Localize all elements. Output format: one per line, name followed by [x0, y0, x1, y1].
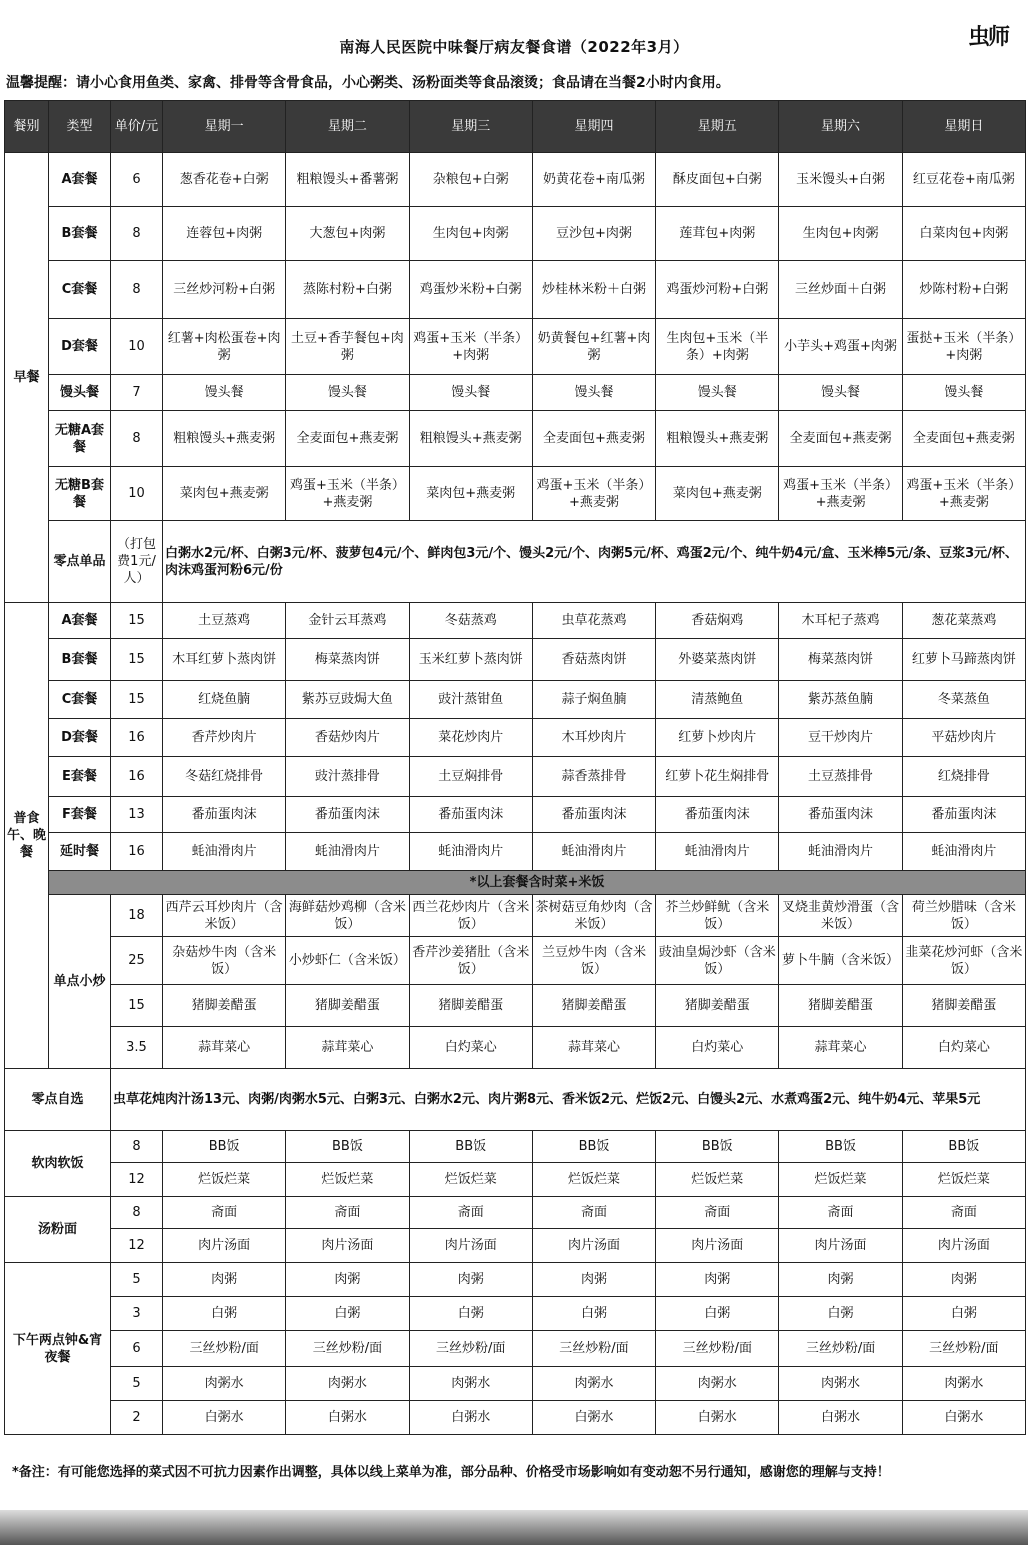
menu-item: 酥皮面包+白粥	[656, 153, 779, 207]
table-row	[5, 639, 1026, 681]
menu-item: 白粥	[163, 1297, 286, 1331]
col-day: 星期六	[779, 101, 902, 153]
table-row	[5, 833, 1026, 871]
menu-item: 紫苏蒸鱼腩	[779, 681, 902, 719]
set-price: 6	[111, 1331, 163, 1367]
menu-item: 冬菇红烧排骨	[163, 757, 286, 797]
snack-select-label: 零点自选	[5, 1069, 111, 1131]
menu-item: 白粥	[286, 1297, 409, 1331]
menu-item: 肉片汤面	[409, 1229, 532, 1263]
set-price: 3.5	[111, 1027, 163, 1069]
table-row	[5, 895, 1026, 937]
menu-item: 馒头餐	[779, 375, 902, 411]
menu-item: 香菇炒肉片	[286, 719, 409, 757]
set-price: 12	[111, 1229, 163, 1263]
menu-item: BB饭	[286, 1131, 409, 1163]
set-price: 12	[111, 1163, 163, 1197]
section-label-soft: 软肉软饭	[5, 1131, 111, 1197]
set-price: 2	[111, 1401, 163, 1435]
menu-item: 鸡蛋+玉米（半条）+燕麦粥	[532, 467, 655, 521]
set-type: D套餐	[49, 719, 111, 757]
set-type: F套餐	[49, 797, 111, 833]
table-row	[5, 719, 1026, 757]
menu-item: 烂饭烂菜	[409, 1163, 532, 1197]
table-row	[5, 1027, 1026, 1069]
menu-item: 冬菇蒸鸡	[409, 603, 532, 639]
menu-item: 虫草花蒸鸡	[532, 603, 655, 639]
menu-item: 莲茸包+肉粥	[656, 207, 779, 261]
menu-item: 番茄蛋肉沫	[902, 797, 1025, 833]
menu-item: 猪脚姜醋蛋	[163, 985, 286, 1027]
meal-label-lunch: 普食午、晚餐	[5, 603, 49, 1069]
menu-item: 三丝炒粉/面	[286, 1331, 409, 1367]
menu-item: 肉粥	[902, 1263, 1025, 1297]
menu-item: 蒜茸菜心	[163, 1027, 286, 1069]
col-price: 单价/元	[111, 101, 163, 153]
menu-item: 连蓉包+肉粥	[163, 207, 286, 261]
set-price: 7	[111, 375, 163, 411]
set-price: 16	[111, 757, 163, 797]
menu-item: 土豆蒸排骨	[779, 757, 902, 797]
menu-item: 红烧鱼腩	[163, 681, 286, 719]
menu-item: 番茄蛋肉沫	[532, 797, 655, 833]
menu-item: 红萝卜马蹄蒸肉饼	[902, 639, 1025, 681]
set-type: D套餐	[49, 319, 111, 375]
menu-item: 肉片汤面	[532, 1229, 655, 1263]
set-price: 15	[111, 985, 163, 1027]
menu-item: 鸡蛋炒河粉+白粥	[656, 261, 779, 319]
menu-item: 粗粮馒头+番薯粥	[286, 153, 409, 207]
menu-item: 香芹炒肉片	[163, 719, 286, 757]
menu-item: 葱香花卷+白粥	[163, 153, 286, 207]
menu-item: 香菇蒸肉饼	[532, 639, 655, 681]
menu-item: 斋面	[409, 1197, 532, 1229]
menu-item: 炒陈村粉+白粥	[902, 261, 1025, 319]
table-row	[5, 375, 1026, 411]
menu-item: 馒头餐	[656, 375, 779, 411]
set-price: 13	[111, 797, 163, 833]
menu-item: 蒜茸菜心	[532, 1027, 655, 1069]
menu-item: 叉烧韭黄炒滑蛋（含米饭）	[779, 895, 902, 937]
set-price: 15	[111, 639, 163, 681]
table-row	[5, 411, 1026, 467]
section-label-afternoon: 下午两点钟&宵夜餐	[5, 1263, 111, 1435]
col-day: 星期一	[163, 101, 286, 153]
menu-item: 菜肉包+燕麦粥	[163, 467, 286, 521]
menu-item: 烂饭烂菜	[532, 1163, 655, 1197]
table-row	[5, 681, 1026, 719]
menu-item: 蚝油滑肉片	[532, 833, 655, 871]
menu-item: 豉油皇焗沙虾（含米饭）	[656, 937, 779, 985]
menu-item: 金针云耳蒸鸡	[286, 603, 409, 639]
menu-item: 杂粮包+白粥	[409, 153, 532, 207]
menu-item: 白粥	[779, 1297, 902, 1331]
menu-item: 大葱包+肉粥	[286, 207, 409, 261]
menu-item: 肉粥水	[286, 1367, 409, 1401]
menu-item: 韭菜花炒河虾（含米饭）	[902, 937, 1025, 985]
set-price: 16	[111, 833, 163, 871]
footer-note: *备注：有可能您选择的菜式因不可抗力因素作出调整，具体以线上菜单为准，部分品种、价格受市场影响如有变动恕不另行通知，感谢您的理解与支持！	[12, 1465, 890, 1480]
menu-item: BB饭	[163, 1131, 286, 1163]
menu-item: 平菇炒肉片	[902, 719, 1025, 757]
table-row	[5, 319, 1026, 375]
menu-item: 肉粥	[409, 1263, 532, 1297]
menu-item: 番茄蛋肉沫	[163, 797, 286, 833]
menu-item: 馒头餐	[286, 375, 409, 411]
set-price: 6	[111, 153, 163, 207]
menu-item: 蚝油滑肉片	[779, 833, 902, 871]
menu-item: 海鲜菇炒鸡柳（含米饭）	[286, 895, 409, 937]
menu-item: 蚝油滑肉片	[163, 833, 286, 871]
menu-item: 三丝炒面＋白粥	[779, 261, 902, 319]
menu-item: 菜肉包+燕麦粥	[656, 467, 779, 521]
menu-item: 三丝炒粉/面	[779, 1331, 902, 1367]
menu-item: 菜花炒肉片	[409, 719, 532, 757]
menu-item: 红烧排骨	[902, 757, 1025, 797]
menu-item: 斋面	[902, 1197, 1025, 1229]
menu-item: 烂饭烂菜	[656, 1163, 779, 1197]
menu-item: 木耳杞子蒸鸡	[779, 603, 902, 639]
table-row	[5, 871, 1026, 895]
menu-item: 番茄蛋肉沫	[656, 797, 779, 833]
menu-item: 土豆蒸鸡	[163, 603, 286, 639]
menu-item: 全麦面包+燕麦粥	[532, 411, 655, 467]
set-type: E套餐	[49, 757, 111, 797]
menu-item: 外婆菜蒸肉饼	[656, 639, 779, 681]
menu-item: 梅菜蒸肉饼	[286, 639, 409, 681]
menu-item: 萝卜牛腩（含米饭）	[779, 937, 902, 985]
menu-item: 肉粥水	[409, 1367, 532, 1401]
menu-item: 全麦面包+燕麦粥	[779, 411, 902, 467]
menu-item: 鸡蛋+玉米（半条）+肉粥	[409, 319, 532, 375]
table-row	[5, 1263, 1026, 1297]
menu-item: BB饭	[532, 1131, 655, 1163]
menu-item: 番茄蛋肉沫	[779, 797, 902, 833]
menu-item: 香芹沙姜猪肚（含米饭）	[409, 937, 532, 985]
menu-item: 猪脚姜醋蛋	[902, 985, 1025, 1027]
menu-item: 蒜香蒸排骨	[532, 757, 655, 797]
menu-item: 粗粮馒头+燕麦粥	[163, 411, 286, 467]
menu-item: 白粥	[902, 1297, 1025, 1331]
menu-item: 肉片汤面	[902, 1229, 1025, 1263]
set-price: 25	[111, 937, 163, 985]
menu-item: 木耳炒肉片	[532, 719, 655, 757]
menu-item: 蒜茸菜心	[286, 1027, 409, 1069]
table-row	[5, 261, 1026, 319]
menu-item: 豆沙包+肉粥	[532, 207, 655, 261]
table-row	[5, 1367, 1026, 1401]
menu-item: 番茄蛋肉沫	[286, 797, 409, 833]
menu-item: BB饭	[409, 1131, 532, 1163]
menu-item: 土豆焖排骨	[409, 757, 532, 797]
menu-item: 红萝卜花生焖排骨	[656, 757, 779, 797]
table-row	[5, 1069, 1026, 1131]
menu-item: 白粥水	[902, 1401, 1025, 1435]
set-price: 15	[111, 603, 163, 639]
menu-item: 馒头餐	[163, 375, 286, 411]
col-type: 类型	[49, 101, 111, 153]
menu-item: 土豆+香芋餐包+肉粥	[286, 319, 409, 375]
menu-item: 白粥	[532, 1297, 655, 1331]
menu-item: BB饭	[902, 1131, 1025, 1163]
menu-item: 鸡蛋+玉米（半条）+燕麦粥	[902, 467, 1025, 521]
page-title: 南海人民医院中味餐厅病友餐食谱（2022年3月）	[339, 38, 689, 56]
menu-item: 小炒虾仁（含米饭）	[286, 937, 409, 985]
table-row	[5, 1197, 1026, 1229]
col-day: 星期四	[532, 101, 655, 153]
menu-item: 白粥水	[286, 1401, 409, 1435]
header-row	[5, 101, 1026, 153]
menu-item: 烂饭烂菜	[779, 1163, 902, 1197]
menu-item: 西芹云耳炒肉片（含米饭）	[163, 895, 286, 937]
menu-item: 斋面	[286, 1197, 409, 1229]
set-price: 8	[111, 1197, 163, 1229]
menu-item: 红薯+肉松蛋卷+肉粥	[163, 319, 286, 375]
menu-item: 蛋挞+玉米（半条）+肉粥	[902, 319, 1025, 375]
menu-item: 梅菜蒸肉饼	[779, 639, 902, 681]
menu-item: 猪脚姜醋蛋	[532, 985, 655, 1027]
set-type: C套餐	[49, 261, 111, 319]
menu-item: 蚝油滑肉片	[902, 833, 1025, 871]
table-row	[5, 1331, 1026, 1367]
set-type: 无糖A套餐	[49, 411, 111, 467]
menu-item: 蚝油滑肉片	[656, 833, 779, 871]
menu-item: 奶黄花卷+南瓜粥	[532, 153, 655, 207]
menu-item: 肉片汤面	[163, 1229, 286, 1263]
menu-item: 肉片汤面	[779, 1229, 902, 1263]
menu-item: 香菇焖鸡	[656, 603, 779, 639]
menu-item: 蚝油滑肉片	[409, 833, 532, 871]
set-price: 15	[111, 681, 163, 719]
menu-item: 玉米馒头+白粥	[779, 153, 902, 207]
table-row	[5, 1131, 1026, 1163]
menu-item: 茶树菇豆角炒肉（含米饭）	[532, 895, 655, 937]
section-label-noodle: 汤粉面	[5, 1197, 111, 1263]
menu-item: BB饭	[779, 1131, 902, 1163]
menu-item: 豉汁蒸排骨	[286, 757, 409, 797]
menu-item: 蚝油滑肉片	[286, 833, 409, 871]
table-row	[5, 1229, 1026, 1263]
table-row	[5, 797, 1026, 833]
menu-item: 肉粥	[779, 1263, 902, 1297]
menu-item: 白粥水	[779, 1401, 902, 1435]
set-price: 5	[111, 1263, 163, 1297]
set-type: B套餐	[49, 639, 111, 681]
menu-item: 红萝卜炒肉片	[656, 719, 779, 757]
menu-item: 肉粥水	[656, 1367, 779, 1401]
menu-item: 白粥水	[656, 1401, 779, 1435]
table-row	[5, 1297, 1026, 1331]
menu-item: 全麦面包+燕麦粥	[902, 411, 1025, 467]
menu-item: 鸡蛋炒米粉+白粥	[409, 261, 532, 319]
col-day: 星期二	[286, 101, 409, 153]
set-price: 3	[111, 1297, 163, 1331]
table-row	[5, 1163, 1026, 1197]
menu-item: 肉片汤面	[286, 1229, 409, 1263]
set-price: 8	[111, 1131, 163, 1163]
menu-item: 番茄蛋肉沫	[409, 797, 532, 833]
menu-item: 鸡蛋+玉米（半条）+燕麦粥	[286, 467, 409, 521]
menu-item: 三丝炒河粉+白粥	[163, 261, 286, 319]
set-type: 延时餐	[49, 833, 111, 871]
menu-item: 肉粥水	[779, 1367, 902, 1401]
menu-item: 木耳红萝卜蒸肉饼	[163, 639, 286, 681]
menu-item: 清蒸鲍鱼	[656, 681, 779, 719]
table-row	[5, 1401, 1026, 1435]
set-price: 5	[111, 1367, 163, 1401]
menu-item: 猪脚姜醋蛋	[409, 985, 532, 1027]
menu-item: 肉粥	[286, 1263, 409, 1297]
menu-item: 生肉包+玉米（半条）+肉粥	[656, 319, 779, 375]
menu-item: 白粥水	[532, 1401, 655, 1435]
notice-text: 温馨提醒：请小心食用鱼类、家禽、排骨等含骨食品，小心粥类、汤粉面类等食品滚烫；食品请在当餐2小时内食用。	[6, 75, 730, 91]
table-row	[5, 985, 1026, 1027]
menu-item: 菜肉包+燕麦粥	[409, 467, 532, 521]
brand-logo: 虫师	[967, 24, 1008, 50]
menu-item: 烂饭烂菜	[286, 1163, 409, 1197]
menu-item: 炒桂林米粉＋白粥	[532, 261, 655, 319]
table-row	[5, 937, 1026, 985]
menu-item: 肉粥水	[163, 1367, 286, 1401]
set-type: A套餐	[49, 153, 111, 207]
set-price: 8	[111, 261, 163, 319]
stirfry-label: 单点小炒	[49, 895, 111, 1069]
set-note-band: *以上套餐含时菜+米饭	[49, 871, 1026, 895]
menu-item: 三丝炒粉/面	[532, 1331, 655, 1367]
menu-item: 猪脚姜醋蛋	[656, 985, 779, 1027]
menu-item: 豉汁蒸钳鱼	[409, 681, 532, 719]
menu-item: 肉片汤面	[656, 1229, 779, 1263]
table-row	[5, 467, 1026, 521]
menu-item: 斋面	[779, 1197, 902, 1229]
menu-item: 蒜子焖鱼腩	[532, 681, 655, 719]
menu-item: 烂饭烂菜	[902, 1163, 1025, 1197]
menu-item: 肉粥	[656, 1263, 779, 1297]
table-row	[5, 757, 1026, 797]
set-type: 无糖B套餐	[49, 467, 111, 521]
set-type: 零点单品	[49, 521, 111, 603]
set-price: 16	[111, 719, 163, 757]
menu-table	[4, 100, 1026, 1435]
menu-item: 肉粥	[163, 1263, 286, 1297]
menu-item: 斋面	[532, 1197, 655, 1229]
set-price: 18	[111, 895, 163, 937]
set-price: 10	[111, 319, 163, 375]
menu-item: 馒头餐	[902, 375, 1025, 411]
menu-item: 馒头餐	[409, 375, 532, 411]
menu-item: 玉米红萝卜蒸肉饼	[409, 639, 532, 681]
snack-list: 白粥水2元/杯、白粥3元/杯、菠萝包4元/个、鲜肉包3元/个、馒头2元/个、肉粥5元/杯、鸡蛋2元/个、纯牛奶4元/盒、玉米棒5元/条、豆浆3元/杯、肉沫鸡蛋河粉6元/份	[163, 521, 1026, 603]
table-row	[5, 153, 1026, 207]
menu-item: 生肉包+肉粥	[779, 207, 902, 261]
menu-item: 三丝炒粉/面	[902, 1331, 1025, 1367]
menu-item: 粗粮馒头+燕麦粥	[409, 411, 532, 467]
menu-item: 荷兰炒腊味（含米饭）	[902, 895, 1025, 937]
menu-item: 白灼菜心	[409, 1027, 532, 1069]
menu-item: 奶黄餐包+红薯+肉粥	[532, 319, 655, 375]
menu-item: 猪脚姜醋蛋	[779, 985, 902, 1027]
scan-edge	[0, 1510, 1028, 1545]
menu-item: 白灼菜心	[902, 1027, 1025, 1069]
set-price: 8	[111, 411, 163, 467]
set-type: B套餐	[49, 207, 111, 261]
menu-item: 葱花菜蒸鸡	[902, 603, 1025, 639]
menu-item: BB饭	[656, 1131, 779, 1163]
menu-item: 肉粥水	[532, 1367, 655, 1401]
menu-item: 蒜茸菜心	[779, 1027, 902, 1069]
snack-select-list: 虫草花炖肉汁汤13元、肉粥/肉粥水5元、白粥3元、白粥水2元、肉片粥8元、香米饭2元、烂饭2元、白馒头2元、水煮鸡蛋2元、纯牛奶4元、苹果5元	[111, 1069, 1026, 1131]
menu-item: 白粥	[656, 1297, 779, 1331]
set-price: 10	[111, 467, 163, 521]
menu-item: 白粥	[409, 1297, 532, 1331]
menu-item: 肉粥	[532, 1263, 655, 1297]
table-row	[5, 207, 1026, 261]
menu-item: 红豆花卷+南瓜粥	[902, 153, 1025, 207]
col-meal: 餐别	[5, 101, 49, 153]
col-day: 星期三	[409, 101, 532, 153]
menu-item: 兰豆炒牛肉（含米饭）	[532, 937, 655, 985]
menu-item: 肉粥水	[902, 1367, 1025, 1401]
menu-item: 西兰花炒肉片（含米饭）	[409, 895, 532, 937]
menu-item: 馒头餐	[532, 375, 655, 411]
menu-item: 豆干炒肉片	[779, 719, 902, 757]
menu-item: 三丝炒粉/面	[409, 1331, 532, 1367]
menu-item: 生肉包+肉粥	[409, 207, 532, 261]
set-type: A套餐	[49, 603, 111, 639]
table-row	[5, 603, 1026, 639]
menu-item: 斋面	[163, 1197, 286, 1229]
menu-item: 白灼菜心	[656, 1027, 779, 1069]
menu-item: 白粥水	[163, 1401, 286, 1435]
menu-item: 杂菇炒牛肉（含米饭）	[163, 937, 286, 985]
set-type: 馒头餐	[49, 375, 111, 411]
menu-item: 芥兰炒鲜鱿（含米饭）	[656, 895, 779, 937]
menu-item: 蒸陈村粉+白粥	[286, 261, 409, 319]
table-row	[5, 521, 1026, 603]
set-price: （打包费1元/人）	[111, 521, 163, 603]
menu-item: 小芋头+鸡蛋+肉粥	[779, 319, 902, 375]
menu-item: 三丝炒粉/面	[656, 1331, 779, 1367]
set-price: 8	[111, 207, 163, 261]
menu-item: 粗粮馒头+燕麦粥	[656, 411, 779, 467]
menu-item: 烂饭烂菜	[163, 1163, 286, 1197]
menu-item: 斋面	[656, 1197, 779, 1229]
col-day: 星期五	[656, 101, 779, 153]
menu-item: 冬菜蒸鱼	[902, 681, 1025, 719]
menu-item: 全麦面包+燕麦粥	[286, 411, 409, 467]
col-day: 星期日	[902, 101, 1025, 153]
menu-item: 白粥水	[409, 1401, 532, 1435]
menu-item: 紫苏豆豉焗大鱼	[286, 681, 409, 719]
set-type: C套餐	[49, 681, 111, 719]
menu-item: 猪脚姜醋蛋	[286, 985, 409, 1027]
menu-item: 白菜肉包+肉粥	[902, 207, 1025, 261]
meal-label-breakfast: 早餐	[5, 153, 49, 603]
menu-item: 鸡蛋+玉米（半条）+燕麦粥	[779, 467, 902, 521]
menu-item: 三丝炒粉/面	[163, 1331, 286, 1367]
